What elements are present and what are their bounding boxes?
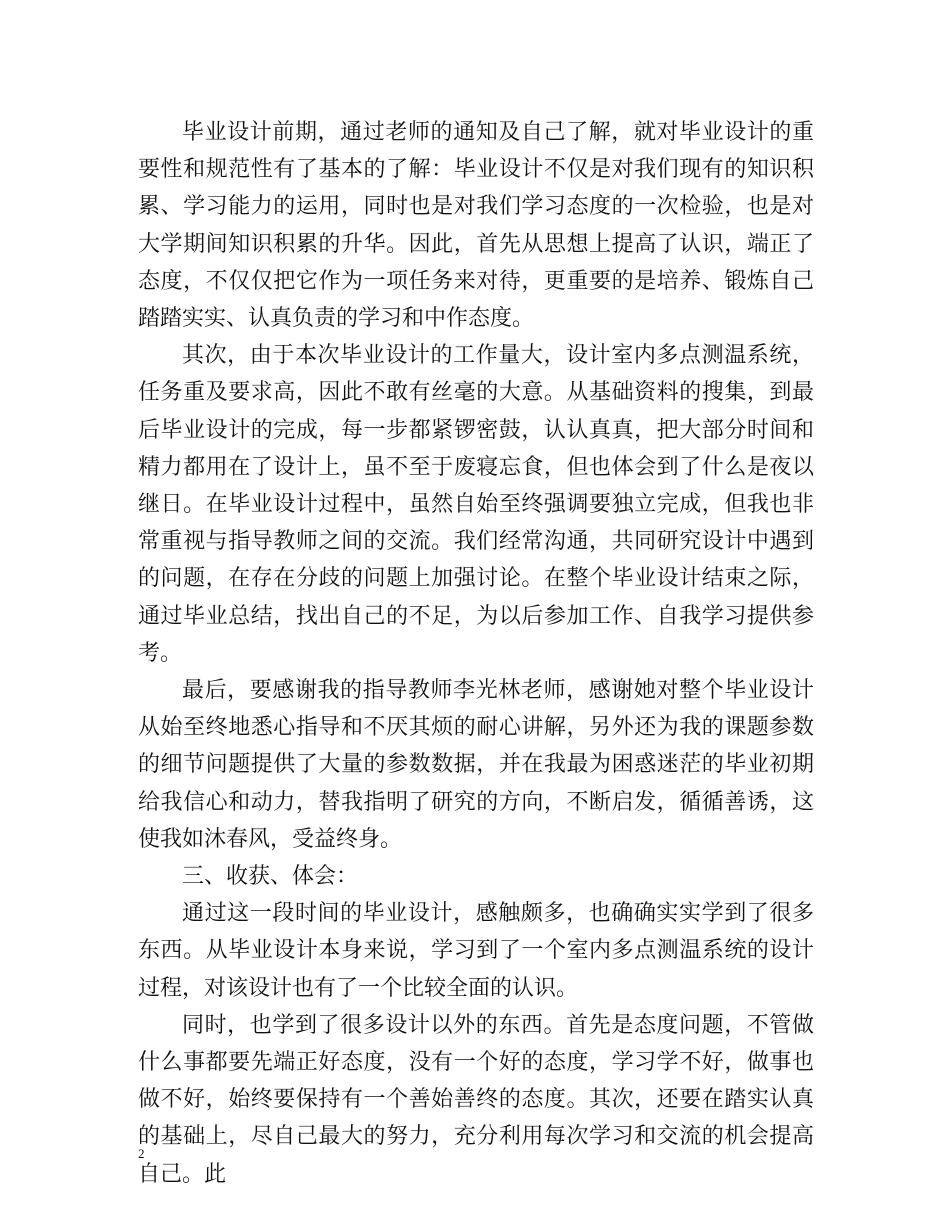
section-heading-gains: 三、收获、体会： [182, 864, 359, 890]
paragraph-acknowledgement: 最后，要感谢我的指导教师李光林老师，感谢她对整个毕业设计从始至终地悉心指导和不厌其烦的耐心讲解，另外还为我的课题参数的细节问题提供了大量的参数数据，并在我最为困惑迷茫的毕业初期给我信心和动力，替我指明了研究的方向，不断启发，循循善诱，这使我如沐春风，受益终身。 [138, 678, 814, 852]
paragraph-workload: 其次，由于本次毕业设计的工作量大，设计室内多点测温系统，任务重及要求高，因此不敢有丝毫的大意。从基础资料的搜集，到最后毕业设计的完成，每一步都紧锣密鼓，认认真真，把大部分时间和精力都用在了设计上，虽不至于废寝忘食，但也体会到了什么是夜以继日。在毕业设计过程中，虽然自始至终强调要独立完成，但我也非常重视与指导教师之间的交流。我们经常沟通，共同研究设计中遇到的问题，在存在分歧的问题上加强讨论。在整个毕业设计结束之际，通过毕业总结，找出自己的不足，为以后参加工作、自我学习提供参考。 [138, 343, 814, 666]
page-number: 2 [138, 1146, 145, 1161]
paragraph-gains: 通过这一段时间的毕业设计，感触颇多，也确确实实学到了很多东西。从毕业设计本身来说，学习到了一个室内多点测温系统的设计过程，对该设计也有了一个比较全面的认识。 [138, 901, 814, 1001]
paragraph-attitude: 同时，也学到了很多设计以外的东西。首先是态度问题，不管做什么事都要先端正好态度，没有一个好的态度，学习学不好，做事也做不好，始终要保持有一个善始善终的态度。其次，还要在踏实认真的基础上，尽自己最大的努力，充分利用每次学习和交流的机会提高自己。此 [138, 1012, 814, 1187]
paragraph-early-stage: 毕业设计前期，通过老师的通知及自己了解，就对毕业设计的重要性和规范性有了基本的了解：毕业设计不仅是对我们现有的知识积累、学习能力的运用，同时也是对我们学习态度的一次检验，也是对大学期间知识积累的升华。因此，首先从思想上提高了认识，端正了态度，不仅仅把它作为一项任务来对待，更重要的是培养、锻炼自己踏踏实实、认真负责的学习和中作态度。 [138, 120, 814, 332]
body-text [138, 114, 814, 1193]
